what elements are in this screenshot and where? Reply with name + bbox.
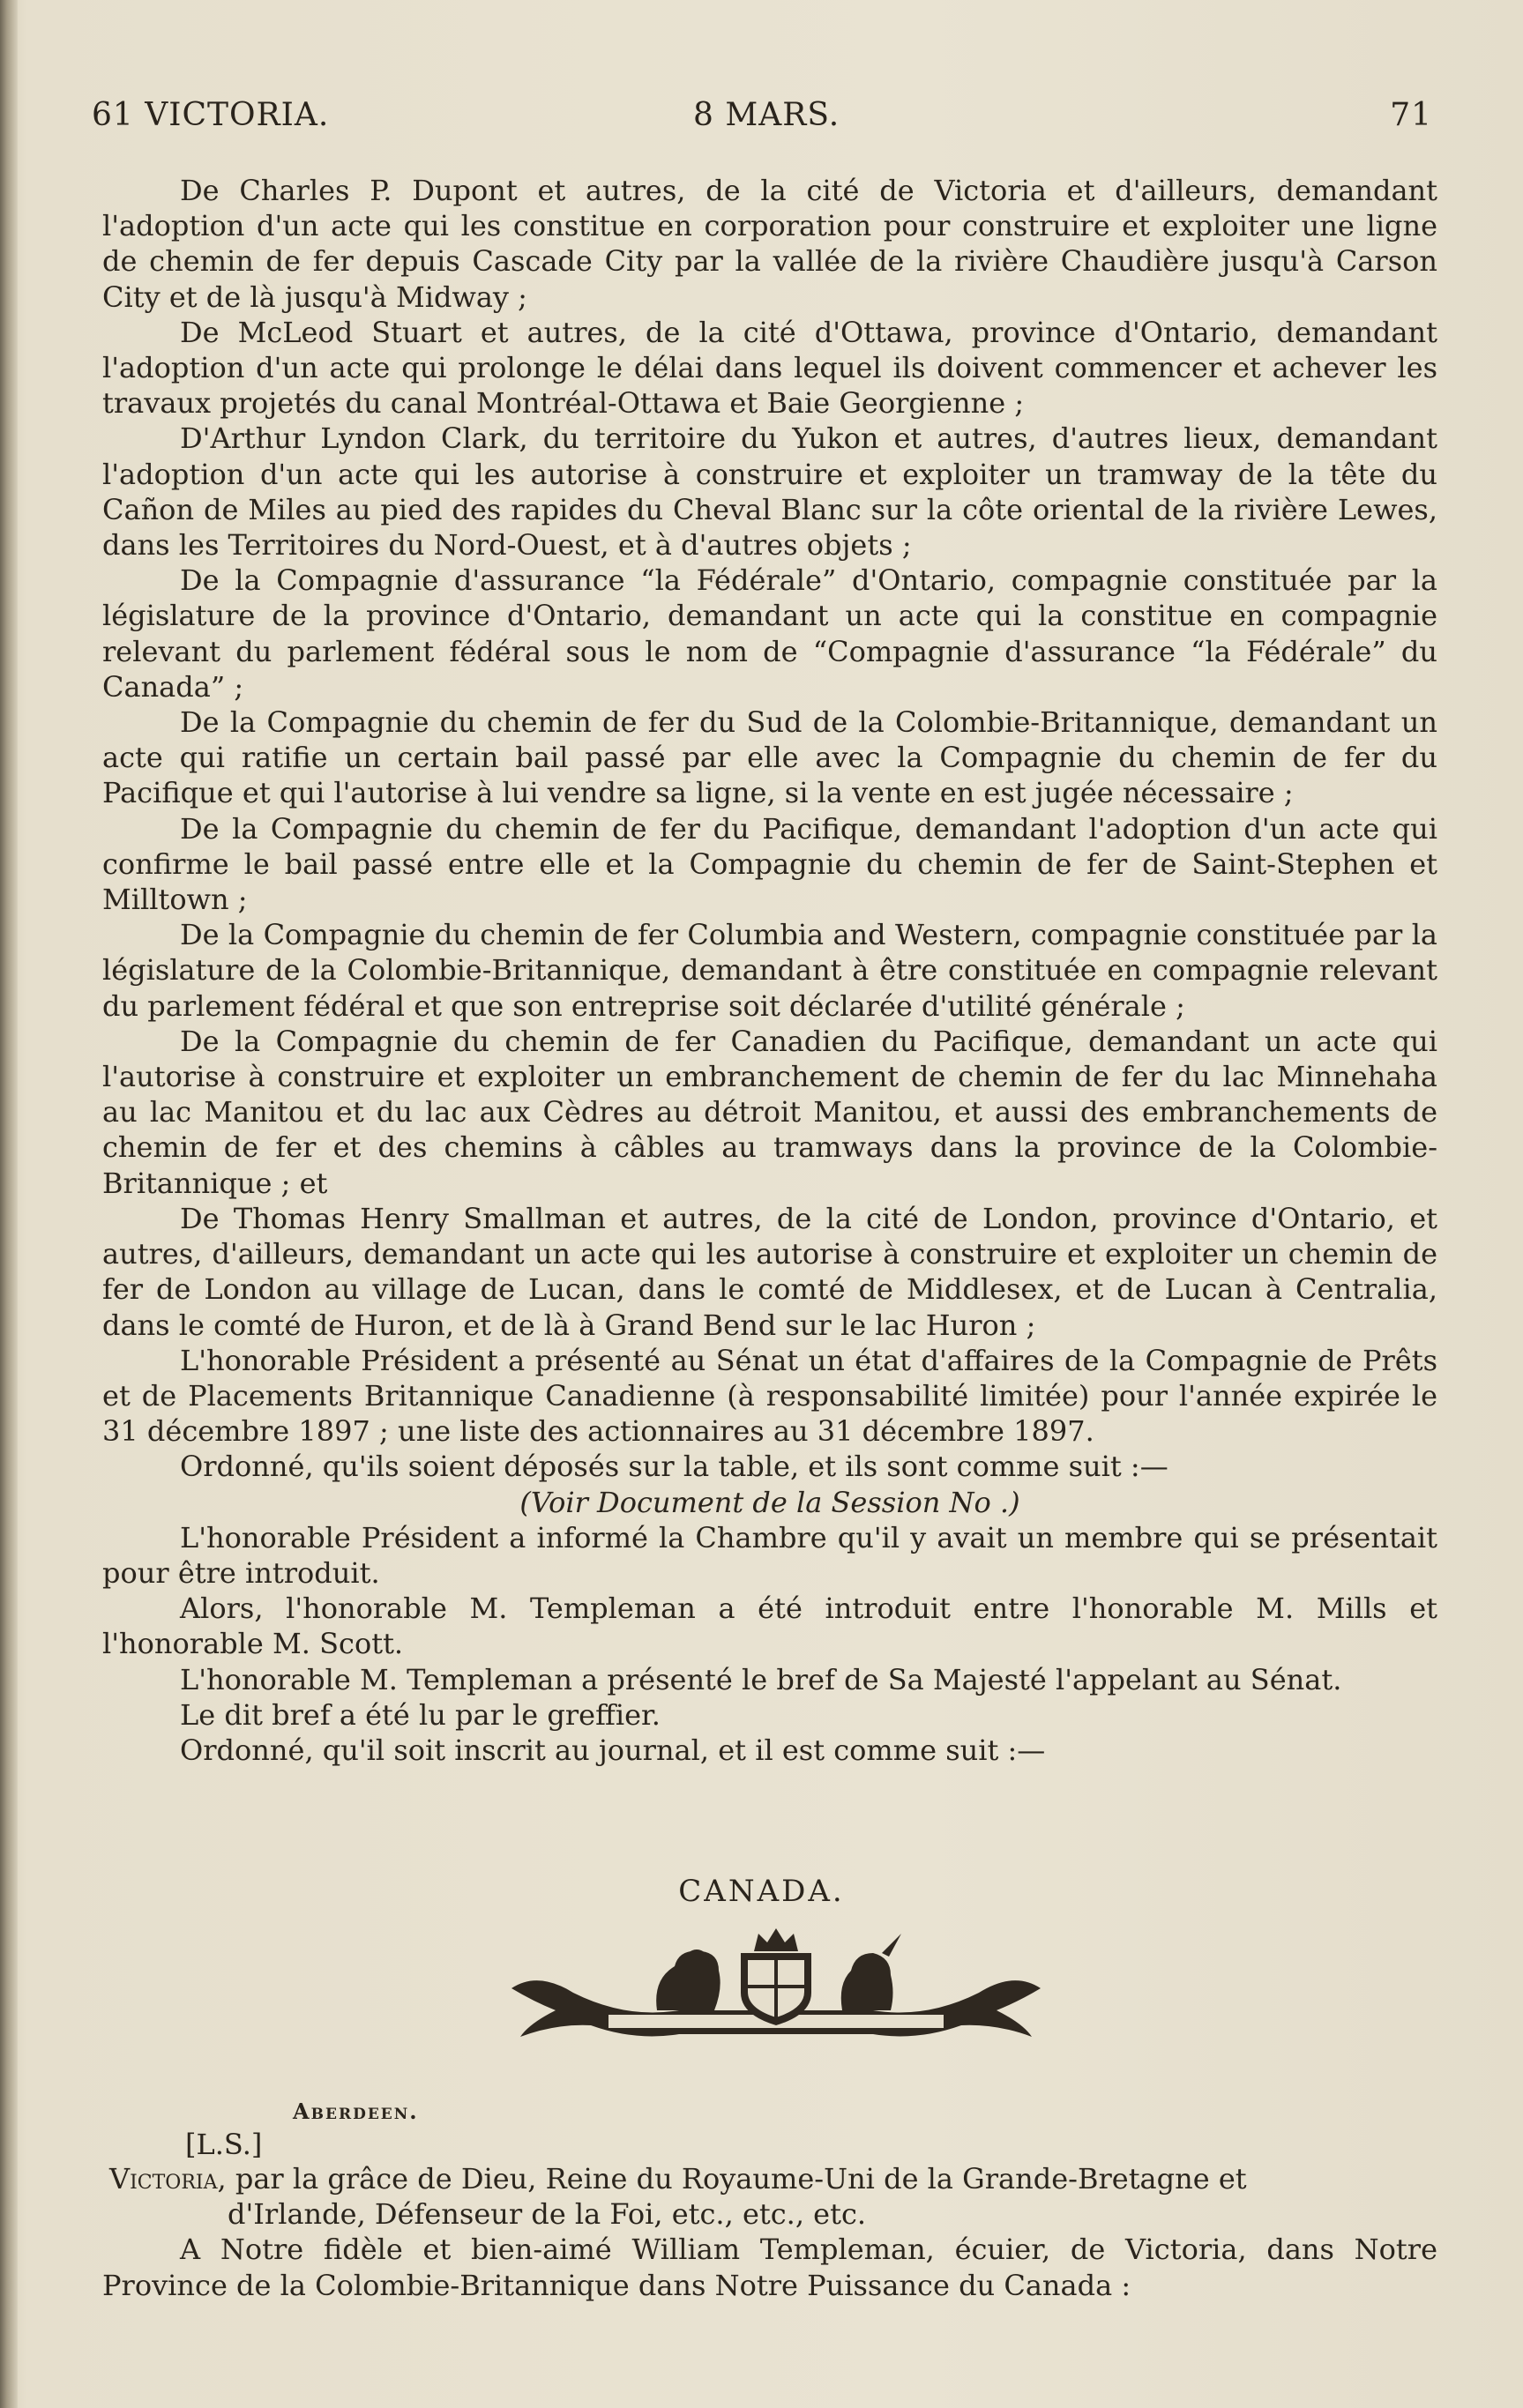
running-header [92,97,1432,141]
petition-paragraph: D'Arthur Lyndon Clark, du territoire du Yukon et autres, d'autres lieux, demandant l'adoption d'un acte qui les autorise à construire et exploiter un tramway de la tête du Cañon de Miles au pied des rapides du Cheval Blanc sur la côte oriental de la rivière Lewes, dans les Territoires du Nord-Ouest, et à d'autres objets ; [102,421,1437,563]
proceedings-paragraph: Ordonné, qu'il soit inscrit au journal, et il est comme suit :— [180,1733,1046,1767]
petition-paragraph: De la Compagnie du chemin de fer Columbia and Western, compagnie constituée par la législature de la Colombie-Britannique, demandant à être constituée en compagnie relevant du parlement fédéral et que son entreprise soit déclarée d'utilité générale ; [102,918,1437,1023]
petition-paragraph: De McLeod Stuart et autres, de la cité d'Ottawa, province d'Ontario, demandant l'adoption d'un acte qui prolonge le délai dans lequel ils doivent commencer et achever les travaux projetés du canal Montréal-Ottawa et Baie Georgienne ; [102,315,1437,421]
proceedings-paragraph: L'honorable Président a informé la Chambre qu'il y avait un membre qui se présentait pour être introduit. [102,1520,1437,1590]
page-number: 71 [1390,97,1432,133]
header-session: 61 VICTORIA. [92,97,330,133]
petition-paragraph: De la Compagnie du chemin de fer du Pacifique, demandant l'adoption d'un acte qui confirme le bail passé entre elle et la Compagnie du chemin de fer de Saint-Stephen et Milltown ; [102,811,1437,917]
proceedings-paragraph: L'honorable M. Templeman a présenté le bref de Sa Majesté l'appelant au Sénat. [180,1662,1342,1696]
sovereign-name: Victoria, [109,2162,227,2196]
seal-mark: [L.S.] [185,2128,263,2161]
binding-edge [0,0,18,2408]
proceedings-paragraph: Alors, l'honorable M. Templeman a été introduit entre l'honorable M. Mills et l'honorable M. Scott. [102,1592,1437,1661]
petition-paragraph: De la Compagnie du chemin de fer du Sud de la Colombie-Britannique, demandant un acte qui ratifie un certain bail passé par elle avec la Compagnie du chemin de fer du Pacifique et qui l'autorise à lui vendre sa ligne, si la vente en est jugée nécessaire ; [102,705,1437,810]
royal-coat-of-arms-icon [503,1927,1049,2050]
document-reference: (Voir Document de la Session No .) [519,1485,1020,1519]
petition-paragraph: De Thomas Henry Smallman et autres, de la cité de London, province d'Ontario, et autres, d'ailleurs, demandant un acte qui les autorise à construire et exploiter un chemin de fer de London au village de Lucan, dans le comté de Middlesex, et de Lucan à Centralia, dans le comté de Huron, et de là à Grand Bend sur le lac Huron ; [102,1201,1437,1342]
petition-paragraph: De Charles P. Dupont et autres, de la cité de Victoria et d'ailleurs, demandant l'adoption d'un acte qui les constitue en corporation pour construire et exploiter une ligne de chemin de fer depuis Cascade City par la vallée de la rivière Chaudière jusqu'à Carson City et de là jusqu'à Midway ; [102,174,1437,314]
writ-heading: CANADA. [678,1874,845,1909]
writ-address: A Notre fidèle et bien-aimé William Templeman, écuier, de Victoria, dans Notre Province de la Colombie-Britannique dans Notre Puissance du Canada : [102,2233,1437,2302]
title-line: par la grâce de Dieu, Reine du Royaume-Uni de la Grande-Bretagne et [235,2162,1247,2196]
signer-name: Aberdeen. [293,2099,419,2124]
proceedings-paragraph: Le dit bref a été lu par le greffier. [180,1697,661,1732]
proclamation [102,2161,1437,2303]
sovereign-title [102,2161,1437,2196]
body-text [102,173,1437,1768]
petition-paragraph: De la Compagnie d'assurance “la Fédérale” d'Ontario, compagnie constituée par la législature de la province d'Ontario, demandant un acte qui la constitue en compagnie relevant du parlement fédéral sous le nom de “Compagnie d'assurance “la Fédérale” du Canada” ; [102,563,1437,704]
header-date: 8 MARS. [693,97,840,133]
statement-paragraph: L'honorable Président a présenté au Sénat un état d'affaires de la Compagnie de Prêts et de Placements Britannique Canadienne (à responsabilité limitée) pour l'année expirée le 31 décembre 1897 ; une liste des actionnaires au 31 décembre 1897. [102,1343,1437,1449]
petition-paragraph: De la Compagnie du chemin de fer Canadien du Pacifique, demandant un acte qui l'autorise à construire et exploiter un embranchement de chemin de fer du lac Minnehaha au lac Manitou et du lac aux Cèdres au détroit Manitou, et aussi des embranchements de chemin de fer et des chemins à câbles au tramways dans la province de la Colombie-Britannique ; et [102,1024,1437,1200]
order-paragraph: Ordonné, qu'ils soient déposés sur la table, et ils sont comme suit :— [180,1450,1168,1484]
title-continuation: d'Irlande, Défenseur de la Foi, etc., etc., etc. [228,2197,867,2232]
